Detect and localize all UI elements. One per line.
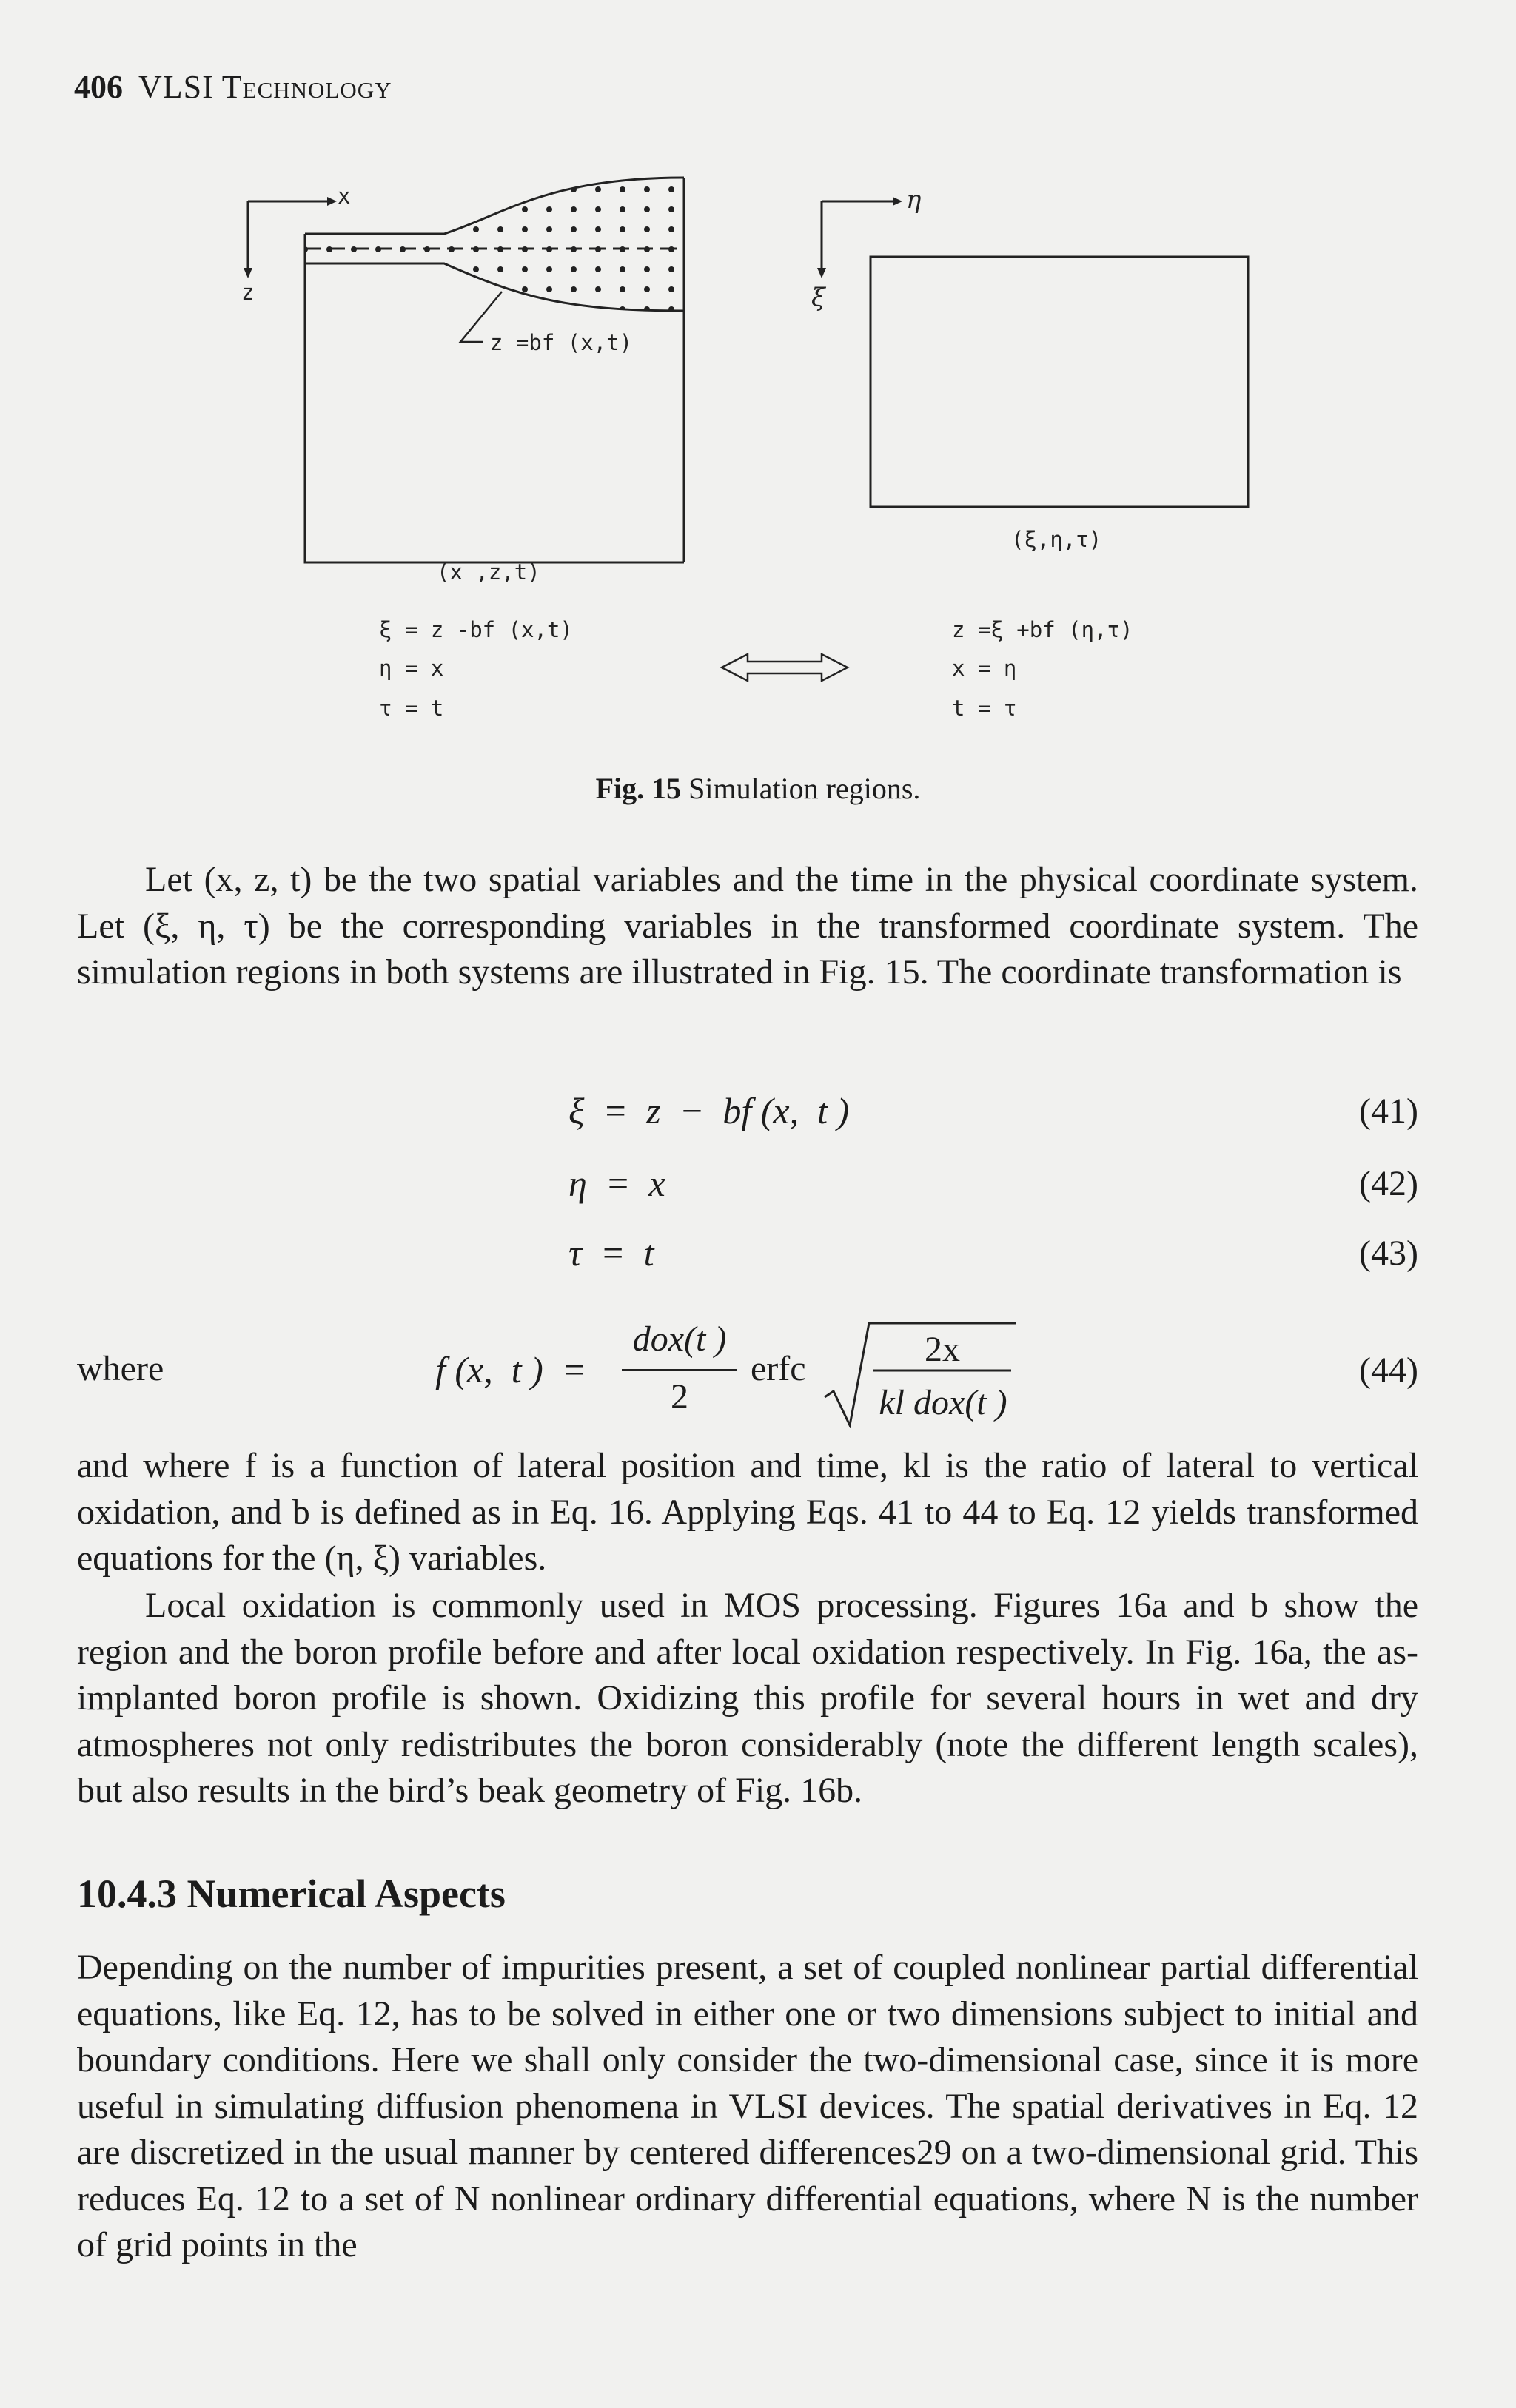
equation-44-denominator: 2	[671, 1377, 688, 1416]
equation-42: η = x	[568, 1163, 665, 1204]
left-eq-1: ξ = z -bf (x,t)	[379, 617, 573, 642]
left-eq-3: τ = t	[379, 696, 444, 721]
equation-44-root-numerator: 2x	[925, 1330, 960, 1369]
xi-axis-label: ξ	[811, 283, 825, 312]
running-title-vlsi: VLSI	[138, 69, 214, 105]
right-eq-3: t = τ	[952, 696, 1017, 721]
eta-axis-arrowhead	[893, 197, 902, 206]
caption-fig-number: Fig. 15	[595, 772, 682, 805]
xi-axis-arrowhead	[817, 268, 826, 278]
equation-43-number: (43)	[1359, 1234, 1418, 1273]
equation-44-numerator: dox(t )	[632, 1319, 727, 1359]
right-eq-1: z =ξ +bf (η,τ)	[952, 617, 1133, 642]
equation-41: ξ = z − bf (x, t )	[568, 1090, 850, 1131]
section-heading: 10.4.3 Numerical Aspects	[77, 1871, 506, 1916]
page-number: 406	[74, 69, 123, 105]
physical-region-label: (x ,z,t)	[437, 559, 540, 585]
running-title-technology: Technology	[221, 69, 392, 105]
oxide-region	[305, 178, 684, 311]
surface-equation-label: z =bf (x,t)	[490, 330, 633, 355]
paragraph-4: Depending on the number of impurities present, a set of coupled nonlinear partial differential equations, like Eq. 12, has to be solved in either one or two dimensions subject to initial and boundary conditions. Here we shall only consider the two-dimensional case, since it is more useful in simulating diffusion phenomena in VLSI devices. The spatial derivatives in Eq. 12 are discretized in the usual manner by centered differences29 on a two-dimensional grid. This reduces Eq. 12 to a set of N nonlinear ordinary differential equations, where N is the number of grid points in the	[77, 1948, 1418, 2264]
transformed-region	[871, 257, 1248, 507]
where-label: where	[77, 1349, 164, 1388]
x-axis-label: x	[338, 184, 351, 209]
caption-text: Simulation regions.	[688, 772, 921, 805]
equation-44-fraction-bar	[622, 1369, 737, 1371]
equation-44-lhs: f (x, t ) =	[435, 1349, 587, 1390]
z-axis-arrowhead	[244, 268, 252, 278]
eta-axis-label: η	[906, 185, 922, 215]
figure-15	[0, 0, 1516, 829]
equation-42-number: (42)	[1359, 1164, 1418, 1203]
equation-44-number: (44)	[1359, 1351, 1418, 1390]
transform-double-arrow	[722, 654, 848, 681]
z-axis-label: z	[241, 280, 255, 305]
figure-caption	[0, 771, 1516, 806]
equation-43: τ = t	[568, 1232, 654, 1274]
equation-44-erfc: erfc	[751, 1349, 806, 1388]
right-eq-2: x = η	[952, 656, 1017, 681]
equation-44-root-denominator: kl dox(t )	[879, 1383, 1007, 1422]
x-axis-arrowhead	[327, 197, 337, 206]
paragraph-2: and where f is a function of lateral position and time, kl is the ratio of lateral to vertical oxidation, and b is defined as in Eq. 16. Applying Eqs. 41 to 44 to Eq. 12 yields transformed equations for the (η, ξ) variables.	[77, 1446, 1418, 1578]
paragraph-1: Let (x, z, t) be the two spatial variables and the time in the physical coordinate system. Let (ξ, η, τ) be the corresponding variables in the transformed coordinate system. The simulation regions in both systems are illustrated in Fig. 15. The coordinate transformation is	[77, 860, 1418, 992]
paragraph-3: Local oxidation is commonly used in MOS processing. Figures 16a and b show the region and the boron profile before and after local oxidation respectively. In Fig. 16a, the as-implanted boron profile is shown. Oxidizing this profile for several hours in wet and dry atmospheres not only redistributes the boron considerably (note the different length scales), but also results in the bird’s beak geometry of Fig. 16b.	[77, 1586, 1418, 1810]
figure-15-drawing	[0, 0, 1516, 829]
equation-41-number: (41)	[1359, 1092, 1418, 1131]
left-eq-2: η = x	[379, 656, 444, 681]
transformed-region-label: (ξ,η,τ)	[1011, 527, 1102, 552]
